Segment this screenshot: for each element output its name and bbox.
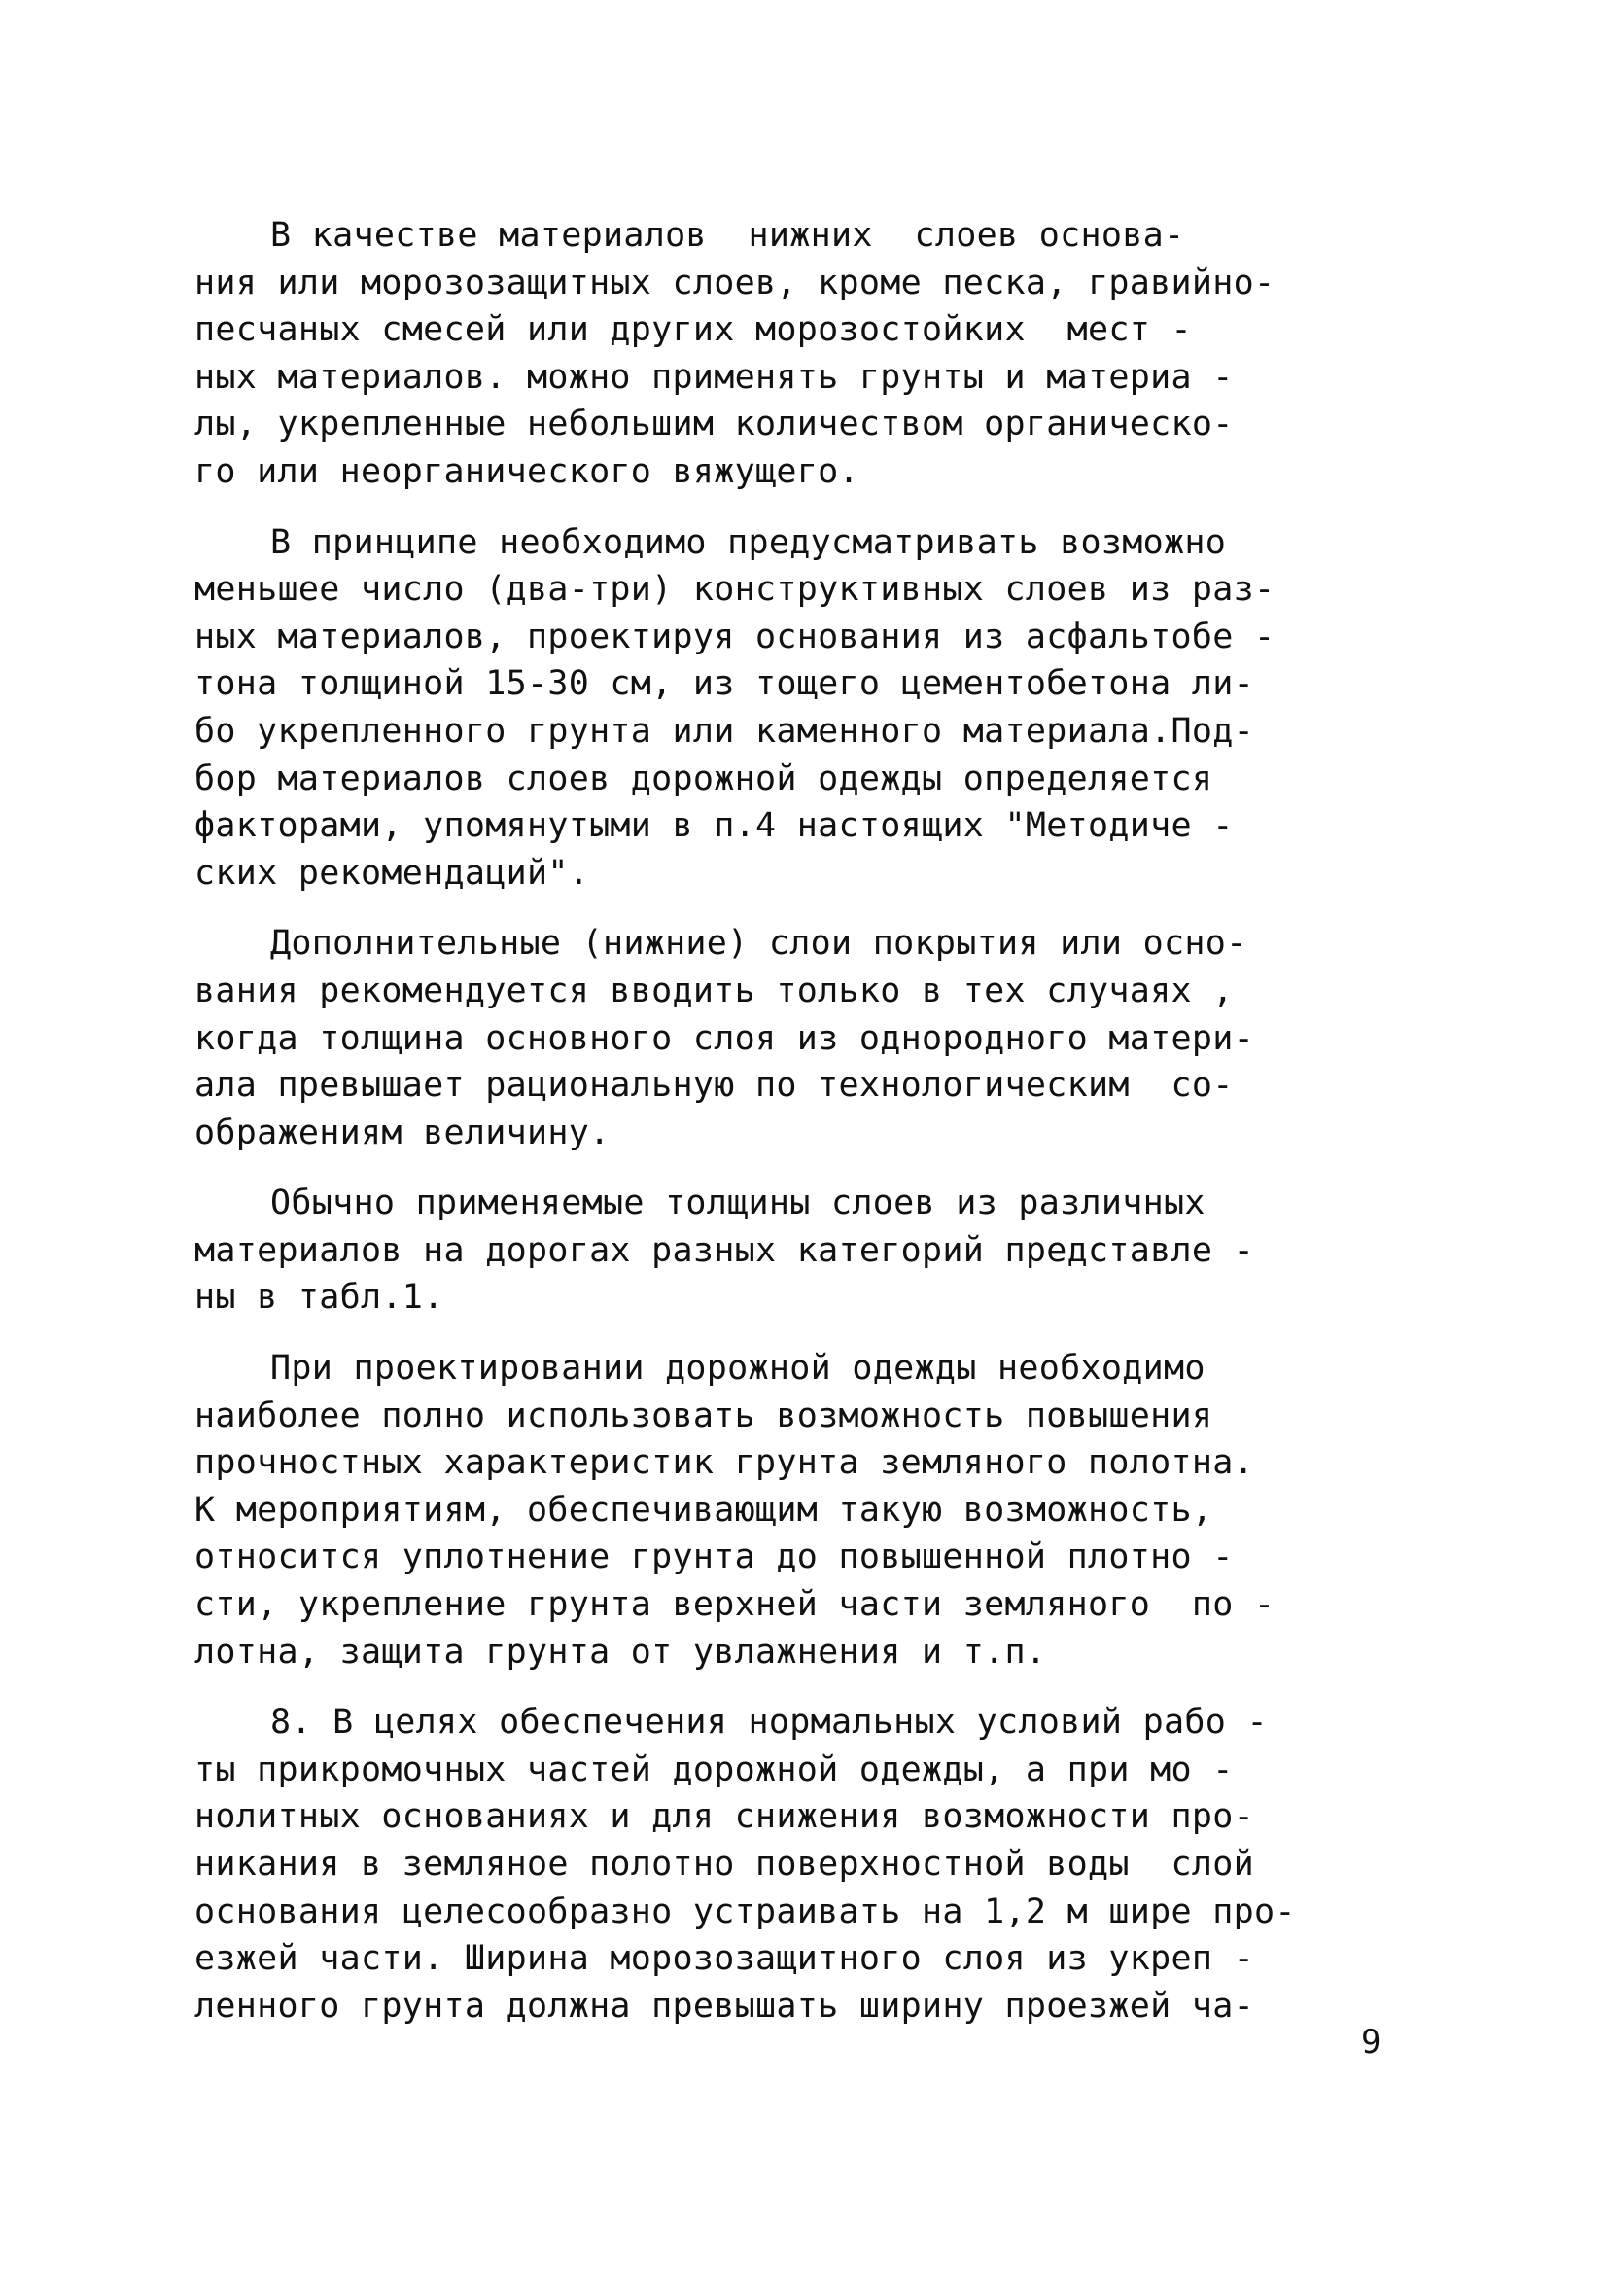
page-number: 9 [1361,2023,1381,2062]
text-line: В качестве материалов нижних слоев основа- [270,216,1185,255]
text-line: материалов на дорогах разных категорий представле - [194,1230,1254,1270]
text-line: лы, укрепленные небольшим количеством органическо- [194,405,1234,444]
paragraph-4 [194,1180,1410,1322]
text-line: меньшее число (два-три) конструктивных слоев из раз- [194,570,1276,610]
text-line: сти, укрепление грунта верхней части земляного по - [194,1585,1276,1625]
text-line: бо укрепленного грунта или каменного материала.Под- [194,711,1254,751]
text-line: основания целесообразно устраивать на 1,2 м шире про- [194,1891,1296,1931]
text-line: нолитных основаниях и для снижения возможности про- [194,1797,1254,1837]
paragraph-6 [194,1699,1410,2030]
text-line: Дополнительные (нижние) слои покрытия или осно- [270,924,1247,964]
paragraph-1 [194,212,1410,496]
text-line: никания в земляное полотно поверхностной воды слой [194,1845,1254,1884]
text-line: ных материалов, проектируя основания из асфальтобе - [194,617,1276,656]
text-line: наиболее полно использовать возможность повышения [194,1395,1213,1435]
paragraph-2 [194,519,1410,898]
text-line: прочностных характеристик грунта земляного полотна. [194,1443,1254,1483]
text-line: езжей части. Ширина морозозащитного слоя из укреп - [194,1939,1254,1979]
text-line: факторами, упомянутыми в п.4 настоящих "Методиче - [194,806,1234,846]
text-line: относится уплотнение грунта до повышенной плотно - [194,1537,1234,1577]
text-line: го или неорганического вяжущего. [194,451,859,491]
text-line: ния или морозозащитных слоев, кроме песка, гравийно- [194,263,1276,302]
text-line: ты прикромочных частей дорожной одежды, а при мо - [194,1749,1234,1789]
text-line: лотна, защита грунта от увлажнения и т.п. [194,1632,1047,1672]
text-line: ских рекомендаций". [194,853,590,893]
paragraph-3 [194,920,1410,1156]
body-text [194,212,1410,2053]
text-line: ображениям величину. [194,1113,611,1152]
text-line: В принципе необходимо предусматривать возможно [270,522,1227,562]
text-line: песчаных смесей или других морозостойких мест - [194,310,1192,350]
text-line: ала превышает рациональную по технологическим со- [194,1066,1234,1106]
text-line: когда толщина основного слоя из однородного матери- [194,1018,1254,1058]
paragraph-5 [194,1345,1410,1676]
text-line: бор материалов слоев дорожной одежды определяется [194,759,1213,798]
text-line: тона толщиной 15-30 см, из тощего цементобетона ли- [194,664,1254,704]
text-line: ленного грунта должна превышать ширину проезжей ча- [194,1986,1254,2026]
text-line: вания рекомендуется вводить только в тех случаях , [194,971,1234,1010]
text-line: 8. В целях обеспечения нормальных условий рабо - [270,1703,1268,1743]
text-line: Обычно применяемые толщины слоев из различных [270,1183,1206,1223]
text-line: К мероприятиям, обеспечивающим такую возможность, [194,1490,1213,1530]
text-line: ны в табл.1. [194,1278,444,1318]
text-line: При проектировании дорожной одежды необходимо [270,1349,1206,1389]
text-line: ных материалов. можно применять грунты и материа - [194,357,1234,397]
